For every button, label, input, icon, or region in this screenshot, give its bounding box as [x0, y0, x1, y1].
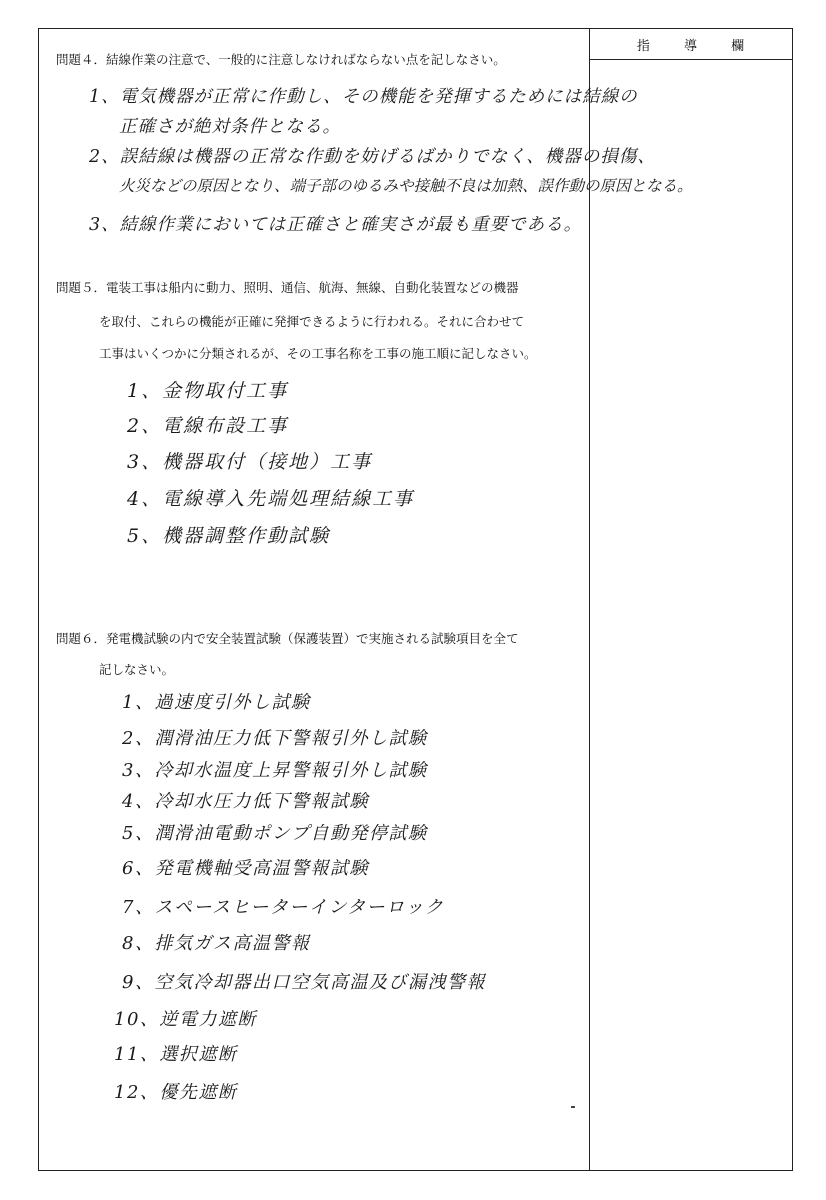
- question-4-text: 問題４．結線作業の注意で、一般的に注意しなければならない点を記しなさい。: [56, 52, 506, 67]
- question-5-text-line: を取付、これらの機能が正確に発揮できるように行われる。それに合わせて: [99, 314, 525, 329]
- q6-answer-item: 11、選択遮断: [114, 1044, 238, 1065]
- q5-answer-item: 2、電線布設工事: [127, 415, 289, 437]
- guidance-column-header: 指 導 欄: [590, 29, 792, 60]
- q4-answer-line: 1、電気機器が正常に作動し、その機能を発揮するためには結線の: [89, 87, 638, 107]
- q5-answer-item: 1、金物取付工事: [127, 380, 289, 402]
- q4-answer-line: 正確さが絶対条件となる。: [119, 117, 341, 137]
- q6-answer-item: 2、潤滑油圧力低下警報引外し試験: [122, 728, 428, 749]
- q6-answer-item: 8、排気ガス高温警報: [122, 933, 311, 954]
- q6-answer-item: 3、冷却水温度上昇警報引外し試験: [122, 760, 428, 781]
- q4-answer-line: 火災などの原因となり、端子部のゆるみや接触不良は加熱、誤作動の原因となる。: [119, 177, 693, 195]
- question-5-text-line: 工事はいくつかに分類されるが、その工事名称を工事の施工順に記しなさい。: [99, 346, 537, 361]
- q6-answer-item: 9、空気冷却器出口空気高温及び漏洩警報: [122, 972, 486, 993]
- q6-answer-item: 1、過速度引外し試験: [122, 692, 311, 713]
- answer-sheet: [38, 28, 793, 1171]
- question-6-text-line: 問題６．発電機試験の内で安全装置試験（保護装置）で実施される試験項目を全て: [56, 631, 519, 646]
- question-5-text-line: 問題５．電装工事は船内に動力、照明、通信、航海、無線、自動化装置などの機器: [56, 280, 519, 295]
- q6-answer-item: 10、逆電力遮断: [114, 1009, 257, 1030]
- q6-answer-item: 5、潤滑油電動ポンプ自動発停試験: [122, 823, 428, 844]
- q6-answer-item: 12、優先遮断: [114, 1082, 238, 1103]
- q5-answer-item: 4、電線導入先端処理結線工事: [127, 488, 415, 510]
- question-6-text-line: 記しなさい。: [99, 662, 175, 677]
- q6-answer-item: 7、スペースヒーターインターロック: [122, 897, 445, 918]
- q6-answer-item: 4、冷却水圧力低下警報試験: [122, 791, 369, 812]
- column-divider: [589, 29, 590, 1170]
- q5-answer-item: 5、機器調整作動試験: [127, 525, 331, 547]
- q6-answer-item: 6、発電機軸受高温警報試験: [122, 858, 369, 879]
- q4-answer-line: 2、誤結線は機器の正常な作動を妨げるばかりでなく、機器の損傷、: [89, 147, 656, 167]
- q4-answer-line: 3、結線作業においては正確さと確実さが最も重要である。: [89, 215, 583, 235]
- q5-answer-item: 3、機器取付（接地）工事: [127, 451, 373, 473]
- stray-mark: [571, 1106, 575, 1108]
